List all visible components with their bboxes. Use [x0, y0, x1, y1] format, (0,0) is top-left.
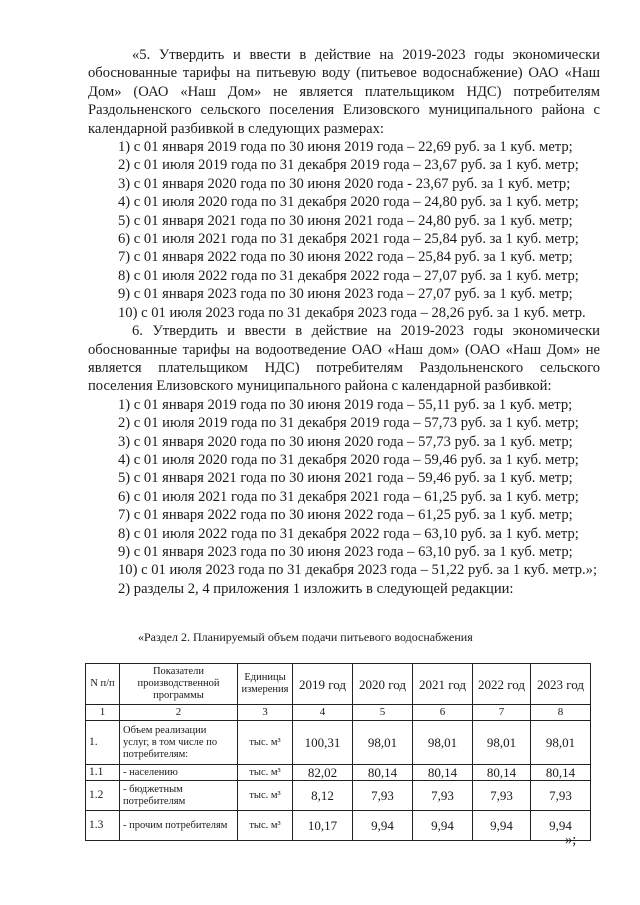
table-cell: 9,94	[413, 811, 473, 841]
table-cell: 98,01	[531, 721, 591, 765]
column-number-cell: 1	[86, 705, 120, 721]
table-cell: 7,93	[473, 781, 531, 811]
table-cell: 8,12	[293, 781, 353, 811]
table-cell: 80,14	[413, 765, 473, 781]
tariff-item: 9) с 01 января 2023 года по 30 июня 2023 года – 27,07 руб. за 1 куб. метр;	[118, 286, 573, 303]
table-cell: 10,17	[293, 811, 353, 841]
tariff-item: 1) с 01 января 2019 года по 30 июня 2019 года – 22,69 руб. за 1 куб. метр;	[118, 139, 573, 156]
table-cell: 9,94	[473, 811, 531, 841]
header-cell: N п/п	[86, 664, 120, 705]
table-cell: - населению	[120, 765, 238, 781]
table-cell: тыс. м³	[238, 811, 293, 841]
table-cell: 9,94	[353, 811, 413, 841]
tariff-item: 1) с 01 января 2019 года по 30 июня 2019 года – 55,11 руб. за 1 куб. метр;	[118, 396, 573, 413]
item-2-text: 2) разделы 2, 4 приложения 1 изложить в следующей редакции:	[118, 580, 514, 597]
section-6-intro: 6. Утвердить и ввести в действие на 2019-2023 годы экономически обоснованные тарифы на водоотведение ОАО «Наш дом» (ОАО «Наш Дом» не является плательщиком НДС) потребителям Раздольненского сельского поселения Елизовского муниципального района с календарной разбивкой:	[88, 323, 600, 395]
table-caption: «Раздел 2. Планируемый объем подачи питьевого водоснабжения	[138, 630, 473, 644]
table-cell: тыс. м³	[238, 721, 293, 765]
table-cell: - прочим потребителям	[120, 811, 238, 841]
column-number-cell: 5	[353, 705, 413, 721]
header-cell: Единицы измерения	[238, 664, 293, 705]
table-cell: тыс. м³	[238, 765, 293, 781]
table-header-row	[86, 664, 591, 705]
column-number-cell: 6	[413, 705, 473, 721]
table-cell: тыс. м³	[238, 781, 293, 811]
header-cell: 2022 год	[473, 664, 531, 705]
table-cell: 98,01	[473, 721, 531, 765]
tariff-item: 4) с 01 июля 2020 года по 31 декабря 2020 года – 59,46 руб. за 1 куб. метр;	[118, 451, 579, 468]
column-number-cell: 3	[238, 705, 293, 721]
tariff-item: 6) с 01 июля 2021 года по 31 декабря 2021 года – 25,84 руб. за 1 куб. метр;	[118, 231, 579, 248]
table-cell: 7,93	[531, 781, 591, 811]
tariff-item: 2) с 01 июля 2019 года по 31 декабря 2019 года – 23,67 руб. за 1 куб. метр;	[118, 157, 579, 174]
column-number-cell: 8	[531, 705, 591, 721]
table-row	[86, 811, 591, 841]
header-cell: 2020 год	[353, 664, 413, 705]
tariff-item: 2) с 01 июля 2019 года по 31 декабря 2019 года – 57,73 руб. за 1 куб. метр;	[118, 415, 579, 432]
tariff-item: 6) с 01 июля 2021 года по 31 декабря 2021 года – 61,25 руб. за 1 куб. метр;	[118, 488, 579, 505]
table-cell: 80,14	[531, 765, 591, 781]
section-5-tariff-list	[88, 138, 600, 322]
table-cell: 7,93	[353, 781, 413, 811]
table-cell: 9,94	[531, 811, 591, 841]
tariff-item: 7) с 01 января 2022 года по 30 июня 2022 года – 25,84 руб. за 1 куб. метр;	[118, 249, 573, 266]
table-cell: 1.3	[86, 811, 120, 841]
column-number-cell: 7	[473, 705, 531, 721]
column-number-cell: 4	[293, 705, 353, 721]
table-cell: 98,01	[353, 721, 413, 765]
header-cell: 2019 год	[293, 664, 353, 705]
section-6-tariff-list	[88, 396, 600, 580]
tariff-item: 3) с 01 января 2020 года по 30 июня 2020 года - 23,67 руб. за 1 куб. метр;	[118, 175, 571, 192]
table-cell: 98,01	[413, 721, 473, 765]
header-cell: 2023 год	[531, 664, 591, 705]
table-row	[86, 721, 591, 765]
column-number-cell: 2	[120, 705, 238, 721]
header-cell: Показатели производственной программы	[120, 664, 238, 705]
table-cell: 82,02	[293, 765, 353, 781]
table-cell: Объем реализации услуг, в том числе по потребителям:	[120, 721, 238, 765]
table-cell: 80,14	[353, 765, 413, 781]
section-5-intro: «5. Утвердить и ввести в действие на 2019-2023 годы экономически обоснованные тарифы на питьевую воду (питьевое водоснабжение) ОАО «Наш Дом» (ОАО «Наш Дом» не является плательщиком НДС) потребителям Раздольненского сельского поселения Елизовского муниципального района с календарной разбивкой в следующих размерах:	[88, 47, 600, 137]
header-cell: 2021 год	[413, 664, 473, 705]
table-cell: - бюджетным потребителям	[120, 781, 238, 811]
tariff-item: 8) с 01 июля 2022 года по 31 декабря 2022 года – 27,07 руб. за 1 куб. метр;	[118, 267, 579, 284]
tariff-item: 4) с 01 июля 2020 года по 31 декабря 2020 года – 24,80 руб. за 1 куб. метр;	[118, 194, 579, 211]
tariff-item: 9) с 01 января 2023 года по 30 июня 2023 года – 63,10 руб. за 1 куб. метр;	[118, 543, 573, 560]
tariff-item: 5) с 01 января 2021 года по 30 июня 2021 года – 59,46 руб. за 1 куб. метр;	[118, 470, 573, 487]
table-column-numbers-row	[86, 705, 591, 721]
table-cell: 80,14	[473, 765, 531, 781]
tariff-item: 8) с 01 июля 2022 года по 31 декабря 2022 года – 63,10 руб. за 1 куб. метр;	[118, 525, 579, 542]
document-body	[88, 46, 600, 598]
supply-volume-table	[85, 663, 591, 841]
tariff-item: 5) с 01 января 2021 года по 30 июня 2021 года – 24,80 руб. за 1 куб. метр;	[118, 212, 573, 229]
tariff-item: 10) с 01 июля 2023 года по 31 декабря 2023 года – 51,22 руб. за 1 куб. метр.»;	[118, 562, 598, 579]
table-row	[86, 765, 591, 781]
table-cell: 1.1	[86, 765, 120, 781]
table-cell: 7,93	[413, 781, 473, 811]
tariff-item: 3) с 01 января 2020 года по 30 июня 2020 года – 57,73 руб. за 1 куб. метр;	[118, 433, 573, 450]
closing-quote: »;	[565, 832, 577, 848]
tariff-item: 7) с 01 января 2022 года по 30 июня 2022 года – 61,25 руб. за 1 куб. метр;	[118, 507, 573, 524]
table-cell: 1.	[86, 721, 120, 765]
tariff-item: 10) с 01 июля 2023 года по 31 декабря 2023 года – 28,26 руб. за 1 куб. метр.	[118, 304, 586, 321]
table-cell: 100,31	[293, 721, 353, 765]
table-cell: 1.2	[86, 781, 120, 811]
table-row	[86, 781, 591, 811]
